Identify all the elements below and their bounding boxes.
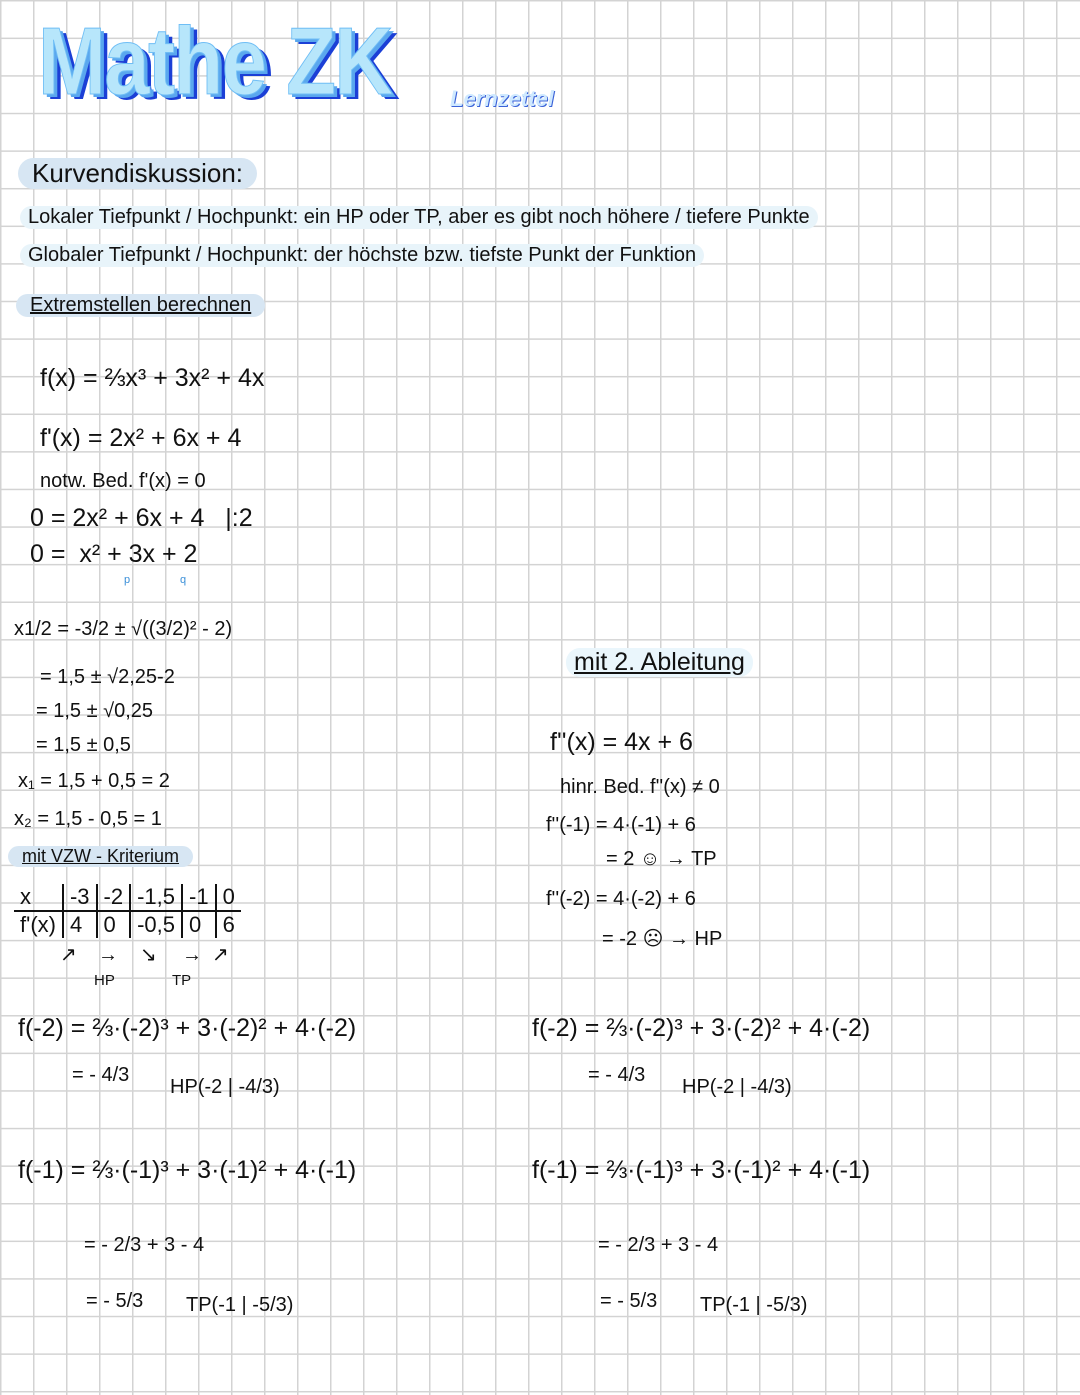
result-right-2: = - 2/3 + 3 - 4	[598, 1234, 719, 1256]
table-row: f'(x) 4 0 -0,5 0 6	[14, 911, 241, 938]
label-p: p	[124, 574, 131, 586]
result-left-1: = - 4/3	[72, 1064, 130, 1086]
definition-local	[20, 206, 818, 229]
hp-label: HP	[94, 972, 115, 989]
calc-f-minus2-left: f(-2) = ⅔·(-2)³ + 3·(-2)² + 4·(-2)	[18, 1014, 357, 1042]
function: f(x) = ⅔x³ + 3x² + 4x	[40, 364, 265, 392]
label-q: q	[180, 574, 187, 586]
result-right-3: = - 5/3	[600, 1290, 658, 1312]
arrow-up-icon: ↗	[212, 944, 229, 966]
tp-label: TP	[172, 972, 192, 989]
second-derivative: f''(x) = 4x + 6	[550, 728, 693, 756]
extrem-title: Extremstellen berechnen	[16, 294, 265, 317]
definition-term: Lokaler Tiefpunkt / Hochpunkt:	[28, 206, 299, 228]
result-left-3: = - 5/3	[86, 1290, 144, 1312]
calc-f-minus1-right: f(-1) = ⅔·(-1)³ + 3·(-1)² + 4·(-1)	[532, 1156, 871, 1184]
hp-point-left: HP(-2 | -4/3)	[170, 1076, 280, 1098]
result-right-1: = - 4/3	[588, 1064, 646, 1086]
x2: x₂ = 1,5 - 0,5 = 1	[14, 808, 162, 830]
definition-text: der höchste bzw. tiefste Punkt der Funktion	[313, 244, 697, 266]
brand-logo: Lernzettel	[450, 86, 554, 111]
step-1: = 1,5 ± √2,25-2	[40, 666, 175, 688]
first-derivative: f'(x) = 2x² + 6x + 4	[40, 424, 242, 452]
tp-point-right: TP(-1 | -5/3)	[700, 1294, 808, 1316]
arrow-right-icon: →	[182, 944, 202, 966]
second-derivative-title: mit 2. Ableitung	[566, 648, 753, 677]
vzw-title: mit VZW - Kriterium	[8, 846, 193, 867]
definition-text: ein HP oder TP, aber es gibt noch höhere / tiefere Punkte	[303, 206, 810, 228]
section-title: Kurvendiskussion:	[18, 158, 257, 189]
equation-2: 0 = x² + 3x + 2	[30, 540, 198, 568]
x1: x₁ = 1,5 + 0,5 = 2	[18, 770, 170, 792]
tp-point-left: TP(-1 | -5/3)	[186, 1294, 294, 1316]
result-left-2: = - 2/3 + 3 - 4	[84, 1234, 205, 1256]
pq-formula: x1/2 = -3/2 ± √((3/2)² - 2)	[14, 618, 233, 640]
arrow-up-icon: ↗	[60, 944, 77, 966]
check-1-result: = 2 ☺ → TP	[606, 848, 717, 870]
calc-f-minus2-right: f(-2) = ⅔·(-2)³ + 3·(-2)² + 4·(-2)	[532, 1014, 871, 1042]
sufficient-condition: hinr. Bed. f''(x) ≠ 0	[560, 776, 720, 798]
check-2: f''(-2) = 4·(-2) + 6	[546, 888, 696, 910]
definition-global	[20, 244, 704, 267]
step-3: = 1,5 ± 0,5	[36, 734, 131, 756]
page-title: Mathe ZK	[38, 8, 392, 115]
table-row: x -3 -2 -1,5 -1 0	[14, 884, 241, 911]
hp-point-right: HP(-2 | -4/3)	[682, 1076, 792, 1098]
equation-1: 0 = 2x² + 6x + 4 |:2	[30, 504, 253, 532]
step-2: = 1,5 ± √0,25	[36, 700, 154, 722]
check-2-result: = -2 ☹ → HP	[602, 928, 723, 950]
sign-table	[14, 884, 241, 938]
check-1: f''(-1) = 4·(-1) + 6	[546, 814, 696, 836]
arrow-right-icon: →	[98, 944, 118, 966]
calc-f-minus1-left: f(-1) = ⅔·(-1)³ + 3·(-1)² + 4·(-1)	[18, 1156, 357, 1184]
definition-term: Globaler Tiefpunkt / Hochpunkt:	[28, 244, 309, 266]
arrow-down-icon: ↘	[140, 944, 157, 966]
necessary-condition: notw. Bed. f'(x) = 0	[40, 470, 206, 492]
